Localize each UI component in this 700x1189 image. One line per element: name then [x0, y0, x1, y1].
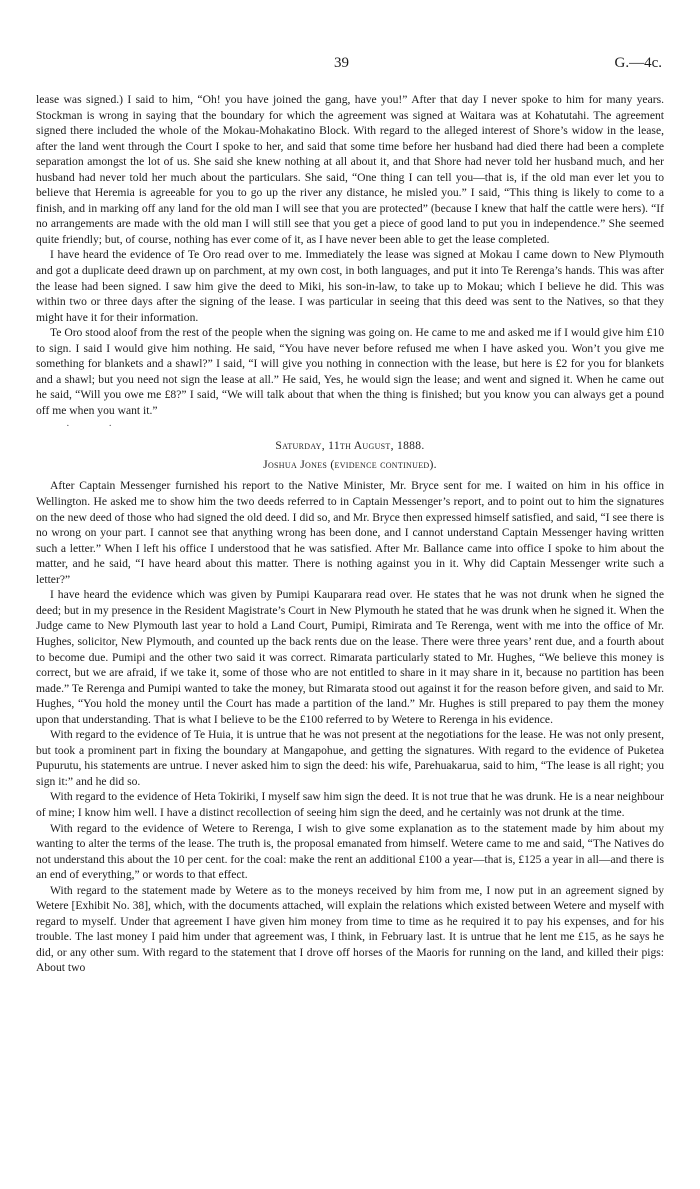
page-header — [36, 0, 664, 70]
paragraph: With regard to the statement made by Wetere as to the moneys received by him from me, I now put in an agreement signed by Wetere [Exhibit No. 38], which, with the documents attached, will explain the relations which existed between Wetere and myself with regard to myself. Under that agreement I have given him money from time to time as he required it to pay his expenses, and for his trouble. The last money I paid him under that agreement was, I think, in February last. It is untrue that he lent me £15, as he says he did, or any other sum. With regard to the statement that I drove off horses of the Maoris for running on the land, and killed their pigs: About two — [36, 883, 664, 975]
paragraph: With regard to the evidence of Heta Tokiriki, I myself saw him sign the deed. It is not true that he was drunk. He is a near neighbour of mine; I know him well. I have a distinct recollection of seeing him sign the deed, and he certainly was not drunk at the time. — [36, 790, 664, 819]
document-reference: G.—4c. — [614, 55, 662, 71]
paragraph: lease was signed.) I said to him, “Oh! you have joined the gang, have you!” After that day I never spoke to him for many years. Stockman is wrong in saying that the boundary for which the agreement was signed at Waitara was at Kohatutahi. The agreement signed there included the whole of the Mokau-Mohakatino Block. With regard to the alleged interest of Shore’s widow in the lease, after the land went through the Court I spoke to her, and said that some time before her husband had died there had been a complete separation amongst the lot of us. She said she knew nothing at all about it, and that Shore had never told her husband much, and her husband had never told her much about the particulars. She said, “One thing I can tell you—that is, if the old man ever let you to believe that Heremia is agreeable for you to go up the river any distance, he misled you.” I said, “This thing is likely to come to a finish, and in marking off any land for the old man I will see that you are protected” (because I knew that half the cattle were hers). “If no arrangements are made with the old man I will still see that you get a piece of good land to put you in independence.” She seemed quite friendly; but, of course, nothing has ever come of it, as I have never been able to get the lease completed. — [36, 93, 664, 246]
paragraph: Te Oro stood aloof from the rest of the people when the signing was going on. He came to me and asked me if I would give him £10 to sign. I said I would give him nothing. He said, “You have never before refused me when I have asked you. Won’t you give me something for blankets and a shawl?” I said, “I will give you nothing in connection with the lease, but here is £2 for you for blankets and a shawl; but you need not sign the lease at all.” He said, Yes, he would sign the lease; and went and signed it. When he came out he said, “Will you owe me £8?” I said, “We will talk about that when the thing is finished; but you know you can always get a pound off me when you want it.” — [36, 326, 664, 417]
page-number: 39 — [334, 55, 349, 71]
paragraph: I have heard the evidence which was given by Pumipi Kauparara read over. He states that he was not drunk when he signed the deed; but in my presence in the Resident Magistrate’s Court in New Plymouth he stated that he was drunk when he signed it. When the Judge came to New Plymouth last year to hold a Land Court, Pumipi, Rimirata and Te Rerenga, went with me into the office of Mr. Hughes, solicitor, New Plymouth, and counted up the back rents due on the lease. There were three years’ rent due, and a fourth about to become due. Pumipi and the other two said it was correct. Rimarata particularly stated to Mr. Hughes, “We believe this money is correct, but we are afraid, if we take it, some of those who are not entitled to share in it may share in it, because no partition has been made.” Te Rerenga and Pumipi wanted to take the money, but Rimarata stood out against it for the reason before given, and said to Mr. Hughes, “You hold the money until the Court has made a partition of the land.” Mr. Hughes is still prepared to pay them the money upon that understanding. That is what I believe to be the £100 referred to by Wetere to Rerenga in his evidence. — [36, 588, 664, 726]
paragraph: With regard to the evidence of Wetere to Rerenga, I wish to give some explanation as to the statement made by him about my wanting to alter the terms of the lease. The truth is, the proposal emanated from himself. Wetere came to me and said, “The Natives do not understand this about the 10 per cent. for the coal: make the rent an additional £100 a year—that is, £125 a year in all—and there is an end of everything,” or words to that effect. — [36, 821, 664, 882]
document-body — [36, 92, 664, 976]
section-witness — [36, 456, 664, 474]
section-date: Saturday, 11th August, 1888. — [275, 439, 425, 453]
paragraph: After Captain Messenger furnished his report to the Native Minister, Mr. Bryce sent for me. I waited on him in his office in Wellington. He asked me to show him the two deeds referred to in Captain Messenger’s report, and to point out to him the signatures on the new deed of those who had signed the old deed. I did so, and Mr. Bryce then expressed himself satisfied, and said, “I see there is no wrong on your part. I cannot see that anything wrong has been done, and I cannot understand Captain Messenger having written such a letter.” When I left his office I understood that he was satisfied. After Mr. Ballance came into office I spoke to him about the matter, and he said, “I have heard about this matter. There is nothing against you in it. Why did Captain Messenger write such a letter?” — [36, 479, 664, 586]
paragraph: I have heard the evidence of Te Oro read over to me. Immediately the lease was signed at Mokau I came down to New Plymouth and got a duplicate deed drawn up on parchment, at my own cost, in both languages, and put it into Te Rerenga’s hands. This was after the lease had been signed. I saw him give the deed to Miki, his son-in-law, to take up to Mokau; which I believe he did. This was within two or three days after the signing of the lease. I was particular in seeing that this deed was sent to the Natives, so that they might have it for their information. — [36, 248, 664, 324]
witness-heading: Joshua Jones (evidence continued). — [263, 458, 437, 472]
section-divider: · · — [66, 420, 131, 433]
paragraph: With regard to the evidence of Te Huia, it is untrue that he was not present at the negotiations for the lease. He was not only present, but took a prominent part in fixing the boundary at Mangapohue, and getting the signatures. With regard to the evidence of Puketea Pupurutu, his statements are untrue. I never asked him to sign the deed: his wife, Parehuakarua, said to him, “The lease is all right; you sign it:” and he did so. — [36, 728, 664, 788]
document-page — [36, 0, 664, 975]
